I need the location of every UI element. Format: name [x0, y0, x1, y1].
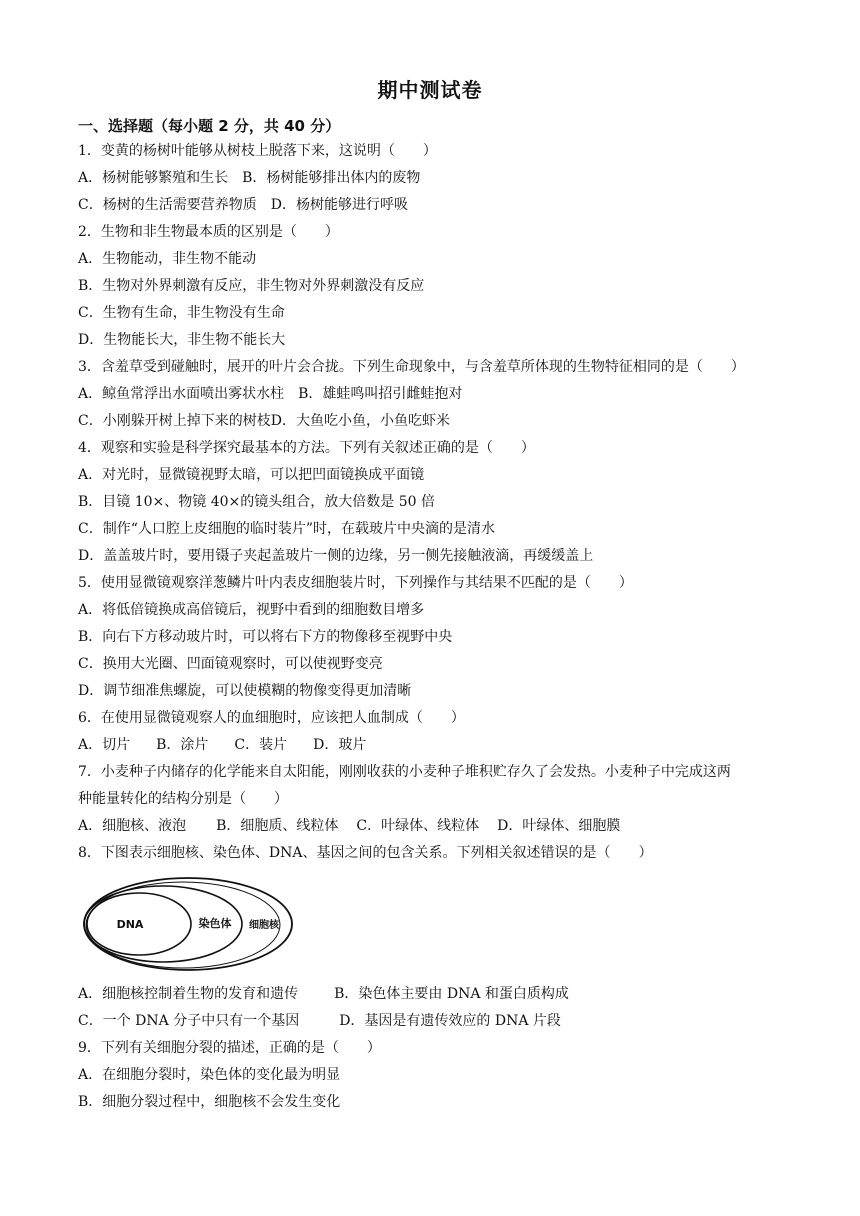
- option-c: C．小刚躲开树上掉下来的树枝: [78, 413, 271, 429]
- option-b: B．生物对外界刺激有反应，非生物对外界刺激没有反应: [78, 278, 425, 294]
- diagram-label-nucleus: 细胞核: [249, 920, 279, 931]
- diagram-label-dna: DNA: [116, 918, 144, 931]
- option-a: A．对光时，显微镜视野太暗，可以把凹面镜换成平面镜: [78, 467, 425, 483]
- question-1-stem: 1．变黄的杨树叶能够从树枝上脱落下来，这说明（ ）: [78, 143, 437, 159]
- question-7-stem: 7．小麦种子内储存的化学能来自太阳能，刚刚收获的小麦种子堆积贮存久了会发热。小麦种子中完成这两: [78, 764, 731, 780]
- option-b: B．细胞质、线粒体: [216, 818, 339, 834]
- option-a: A．杨树能够繁殖和生长: [78, 170, 229, 186]
- option-c: C．制作“人口腔上皮细胞的临时装片”时，在载玻片中央滴的是清水: [78, 521, 496, 537]
- option-c: C．叶绿体、线粒体: [356, 818, 480, 834]
- question-2-stem: 2．生物和非生物最本质的区别是（ ）: [78, 224, 339, 240]
- option-c: C．装片: [234, 737, 288, 753]
- option-d: D．基因是有遗传效应的 DNA 片段: [339, 1013, 561, 1029]
- question-1-options-cd: [78, 195, 408, 215]
- section-heading: 一、选择题（每小题 2 分，共 40 分）: [78, 117, 341, 135]
- option-d: D．叶绿体、细胞膜: [497, 818, 621, 834]
- option-b: B．涂片: [156, 737, 209, 753]
- question-3-options-ab: [78, 384, 462, 404]
- option-c: C．一个 DNA 分子中只有一个基因: [78, 1013, 300, 1029]
- option-a: A．切片: [78, 737, 131, 753]
- option-a: A．鲸鱼常浮出水面喷出雾状水柱: [78, 386, 285, 402]
- question-8-options-ab: [78, 984, 569, 1004]
- option-a: A．生物能动，非生物不能动: [78, 251, 257, 267]
- question-6-stem: 6．在使用显微镜观察人的血细胞时，应该把人血制成（ ）: [78, 710, 465, 726]
- option-d: D．调节细准焦螺旋，可以使模糊的物像变得更加清晰: [78, 683, 412, 699]
- option-d: D．盖盖玻片时，要用镊子夹起盖玻片一侧的边缘，另一侧先接触液滴，再缓缓盖上: [78, 548, 594, 564]
- option-b: B．雄蛙鸣叫招引雌蛙抱对: [298, 386, 463, 402]
- question-8-options-cd: [78, 1011, 561, 1031]
- question-5-stem: 5．使用显微镜观察洋葱鳞片叶内表皮细胞装片时，下列操作与其结果不匹配的是（ ）: [78, 575, 633, 591]
- option-d: D．杨树能够进行呼吸: [270, 197, 408, 213]
- option-a: A．将低倍镜换成高倍镜后，视野中看到的细胞数目增多: [78, 602, 425, 618]
- nested-ellipse-diagram: [78, 874, 302, 976]
- option-b: B．目镜 10×、物镜 40×的镜头组合，放大倍数是 50 倍: [78, 494, 435, 510]
- option-c: C．生物有生命，非生物没有生命: [78, 305, 285, 321]
- question-7-options: [78, 816, 620, 836]
- option-b: B．向右下方移动玻片时，可以将右下方的物像移至视野中央: [78, 629, 453, 645]
- option-b: B．染色体主要由 DNA 和蛋白质构成: [334, 986, 569, 1002]
- option-b: B．杨树能够排出体内的废物: [242, 170, 421, 186]
- exam-title: 期中测试卷: [377, 78, 483, 102]
- option-a: A．细胞核控制着生物的发育和遗传: [78, 986, 299, 1002]
- option-c: C．换用大光圈、凹面镜观察时，可以使视野变亮: [78, 656, 383, 672]
- question-7-stem-continued: 种能量转化的结构分别是（ ）: [78, 791, 288, 807]
- question-9-stem: 9．下列有关细胞分裂的描述，正确的是（ ）: [78, 1040, 381, 1056]
- option-a: A．细胞核、液泡: [78, 818, 187, 834]
- option-d: D．大鱼吃小鱼，小鱼吃虾米: [270, 413, 450, 429]
- question-4-stem: 4．观察和实验是科学探究最基本的方法。下列有关叙述正确的是（ ）: [78, 440, 535, 456]
- option-d: D．玻片: [313, 737, 367, 753]
- question-6-options: [78, 735, 366, 755]
- question-8-stem: 8．下图表示细胞核、染色体、DNA、基因之间的包含关系。下列相关叙述错误的是（ ）: [78, 845, 653, 861]
- question-3-options-cd: [78, 411, 450, 431]
- diagram-label-chromosome: 染色体: [198, 917, 232, 930]
- question-3-stem: 3．含羞草受到碰触时，展开的叶片会合拢。下列生命现象中，与含羞草所体现的生物特征相同的是（ ）: [78, 359, 745, 375]
- option-c: C．杨树的生活需要营养物质: [78, 197, 257, 213]
- option-a: A．在细胞分裂时，染色体的变化最为明显: [78, 1067, 341, 1083]
- question-1-options-ab: [78, 168, 420, 188]
- option-d: D．生物能长大，非生物不能长大: [78, 332, 286, 348]
- option-b: B．细胞分裂过程中，细胞核不会发生变化: [78, 1094, 341, 1110]
